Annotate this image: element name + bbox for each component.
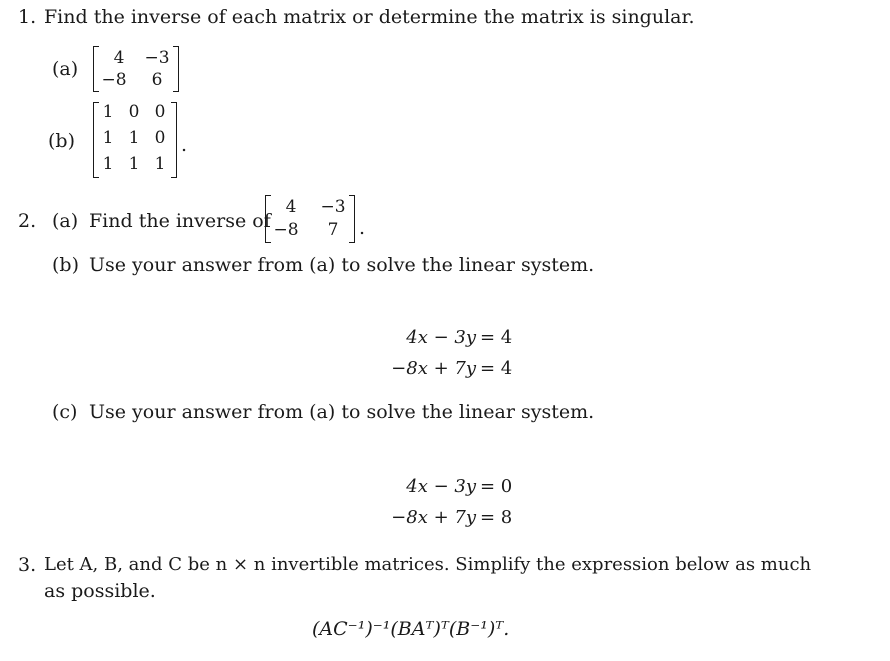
problem-2c-text: Use your answer from (a) to solve the linear system.: [89, 401, 595, 423]
problem-1-text: Find the inverse of each matrix or determine the matrix is singular.: [44, 6, 695, 28]
problem-2a-period: .: [359, 217, 366, 239]
problem-3-line-2: as possible.: [44, 580, 156, 602]
system-b-eq1-lhs: 4x − 3y: [406, 327, 476, 348]
system-c-eq1-lhs: 4x − 3y: [406, 476, 476, 497]
matrix-cell: 0: [128, 102, 140, 122]
problem-2a-text: Find the inverse of: [89, 210, 271, 232]
matrix-cell: 1: [128, 154, 140, 174]
system-c-eq2-lhs: −8x + 7y: [391, 507, 476, 528]
matrix-cell: 1: [102, 154, 114, 174]
matrix-cell: 0: [154, 102, 166, 122]
problem-1b-period: .: [181, 134, 188, 156]
system-b-eq2-rhs: = 4: [480, 358, 513, 379]
matrix-cell: −8: [101, 70, 127, 90]
system-b-eq2-lhs: −8x + 7y: [391, 358, 476, 379]
problem-2c-label: (c): [52, 401, 78, 423]
problem-2-matrix: [265, 195, 355, 243]
problem-3-expression: (AC⁻¹)⁻¹(BAᵀ)ᵀ(B⁻¹)ᵀ.: [312, 618, 510, 640]
matrix-cell: 1: [102, 128, 114, 148]
system-c-eq1-rhs: = 0: [480, 476, 513, 497]
problem-2b-label: (b): [52, 254, 79, 276]
matrix-cell: 1: [128, 128, 140, 148]
problem-3-line-1: Let A, B, and C be n × n invertible matrices. Simplify the expression below as much: [44, 554, 812, 575]
matrix-cell: 0: [154, 128, 166, 148]
system-b-eq1-rhs: = 4: [480, 327, 513, 348]
system-c-eq2-rhs: = 8: [480, 507, 513, 528]
matrix-cell: −3: [320, 197, 346, 217]
problem-1-number: 1.: [18, 6, 37, 28]
problem-1b-label: (b): [48, 130, 75, 152]
matrix-cell: 4: [285, 197, 297, 217]
matrix-cell: 6: [151, 70, 163, 90]
problem-3-number: 3.: [18, 554, 37, 576]
problem-1a-label: (a): [52, 58, 79, 80]
matrix-cell: 1: [102, 102, 114, 122]
matrix-cell: −3: [144, 48, 170, 68]
problem-2a-label: (a): [52, 210, 79, 232]
matrix-cell: 4: [113, 48, 125, 68]
matrix-cell: 1: [154, 154, 166, 174]
matrix-cell: −8: [273, 220, 299, 240]
problem-2b-text: Use your answer from (a) to solve the linear system.: [89, 254, 595, 276]
matrix-cell: 7: [327, 220, 339, 240]
problem-1a-matrix: [93, 46, 179, 92]
problem-1b-matrix: [93, 102, 177, 178]
problem-2-number: 2.: [18, 210, 37, 232]
